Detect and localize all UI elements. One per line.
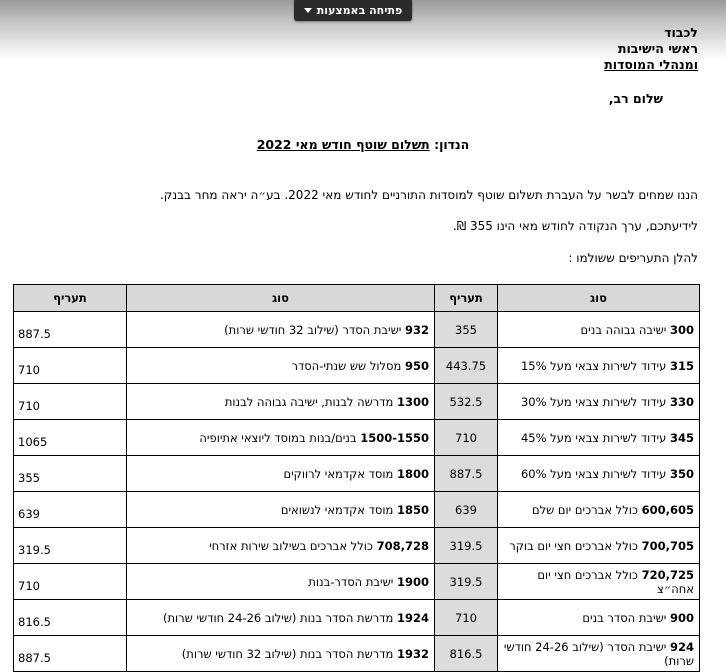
table-row	[14, 492, 700, 528]
price-cell: 319.5	[14, 528, 127, 564]
type-label: מסלול שש שנתי-הסדר	[291, 358, 402, 373]
price-cell: 532.5	[435, 384, 498, 420]
type-code: 1932	[396, 646, 429, 661]
price-cell: 887.5	[14, 312, 127, 348]
type-code: 315	[669, 358, 694, 373]
header-price: תעריף	[14, 285, 127, 312]
rates-table	[13, 284, 700, 672]
table-row	[14, 348, 700, 384]
recipient-line-1: לכבוד	[664, 25, 698, 40]
table-row	[14, 384, 700, 420]
type-cell	[127, 456, 435, 492]
type-code: 900	[669, 610, 694, 625]
type-label: מדרשת הסדר בנות (שילוב 24-26 חודשי שרות)	[163, 610, 394, 625]
type-code: 300	[669, 322, 694, 337]
type-label: כולל אברכים בשילוב שירות אזרחי	[209, 538, 373, 553]
price-cell: 639	[435, 492, 498, 528]
table-row	[14, 600, 700, 636]
price-cell: 710	[14, 564, 127, 600]
type-cell	[498, 420, 700, 456]
price-cell: 355	[435, 312, 498, 348]
type-cell	[127, 636, 435, 672]
type-code: 1300	[396, 394, 429, 409]
paragraph-payment: הננו שמחים לבשר על העברת תשלום שוטף למוסדות התורניים לחודש מאי 2022. בע״ה יראה מחר בבנק.	[159, 188, 698, 202]
type-label: עידוד לשירות צבאי מעל 15%	[520, 358, 667, 373]
price-cell: 816.5	[14, 600, 127, 636]
type-label: בנים/בנות במוסד ליוצאי אתיופיה	[199, 430, 357, 445]
price-cell: 710	[14, 384, 127, 420]
type-label: מדרשה לבנות, ישיבה גבוהה לבנות	[224, 394, 394, 409]
paragraph-rates-intro: להלן התעריפים ששולמו :	[568, 251, 698, 265]
paragraph-point-value: לידיעתכם, ערך הנקודה לחודש מאי הינו 355 ₪.	[452, 219, 698, 233]
price-cell: 887.5	[14, 636, 127, 672]
type-label: מוסד אקדמאי לרווקים	[283, 466, 394, 481]
type-cell	[127, 312, 435, 348]
type-cell	[498, 564, 700, 600]
type-cell	[127, 420, 435, 456]
type-label: ישיבת הסדר (שילוב 24-26 חודשי שרות)	[503, 639, 694, 668]
table-header-row	[14, 285, 700, 312]
type-label: מדרשת הסדר בנות (שילוב 32 חודשי שרות)	[181, 646, 394, 661]
open-with-label: פתיחה באמצעות	[316, 4, 403, 17]
type-code: 924	[669, 639, 694, 654]
header-type: סוג	[127, 285, 435, 312]
type-cell	[498, 528, 700, 564]
type-label: עידוד לשירות צבאי מעל 30%	[520, 394, 667, 409]
type-cell	[127, 600, 435, 636]
type-cell	[498, 492, 700, 528]
greeting: שלום רב,	[608, 91, 663, 106]
type-label: עידוד לשירות צבאי מעל 60%	[520, 466, 667, 481]
type-cell	[127, 528, 435, 564]
table-row	[14, 312, 700, 348]
type-label: ישיבת הסדר בנים	[582, 610, 667, 625]
type-code: 600,605	[641, 502, 694, 517]
type-code: 950	[404, 358, 429, 373]
header-type: סוג	[498, 285, 700, 312]
price-cell: 816.5	[435, 636, 498, 672]
type-code: 1900	[396, 574, 429, 589]
type-code: 345	[669, 430, 694, 445]
type-cell	[498, 312, 700, 348]
type-cell	[498, 384, 700, 420]
table-row	[14, 564, 700, 600]
recipient-line-3: ומנהלי המוסדות	[604, 57, 698, 72]
table-row	[14, 456, 700, 492]
subject-prefix: הנדון:	[434, 137, 470, 152]
type-cell	[498, 456, 700, 492]
price-cell: 710	[435, 600, 498, 636]
type-label: כולל אברכים חצי יום בוקר	[509, 538, 638, 553]
table-row	[14, 528, 700, 564]
type-code: 720,725	[641, 567, 694, 582]
table-row	[14, 636, 700, 672]
type-cell	[498, 348, 700, 384]
type-code: 700,705	[641, 538, 694, 553]
type-label: כולל אברכים חצי יום אחה״צ	[537, 567, 694, 596]
type-cell	[127, 384, 435, 420]
type-label: ישיבה גבוהה בנים	[580, 322, 667, 337]
type-cell	[127, 348, 435, 384]
header-price: תעריף	[435, 285, 498, 312]
type-code: 1800	[396, 466, 429, 481]
price-cell: 639	[14, 492, 127, 528]
type-cell	[498, 636, 700, 672]
price-cell: 887.5	[435, 456, 498, 492]
type-label: כולל אברכים יום שלם	[531, 502, 638, 517]
type-code: 1500-1550	[360, 430, 429, 445]
type-code: 330	[669, 394, 694, 409]
price-cell: 710	[435, 420, 498, 456]
type-label: מוסד אקדמאי לנשואים	[280, 502, 394, 517]
subject-text: תשלום שוטף חודש מאי 2022	[256, 137, 430, 152]
type-code: 1850	[396, 502, 429, 517]
type-cell	[498, 600, 700, 636]
price-cell: 355	[14, 456, 127, 492]
price-cell: 710	[14, 348, 127, 384]
type-cell	[127, 564, 435, 600]
type-label: ישיבת הסדר-בנות	[308, 574, 394, 589]
type-code: 350	[669, 466, 694, 481]
open-with-button[interactable]	[294, 0, 412, 21]
price-cell: 319.5	[435, 528, 498, 564]
type-cell	[127, 492, 435, 528]
price-cell: 443.75	[435, 348, 498, 384]
type-code: 1924	[396, 610, 429, 625]
type-code: 932	[404, 322, 429, 337]
table-row	[14, 420, 700, 456]
subject-line	[0, 137, 726, 152]
type-label: ישיבת הסדר (שילוב 32 חודשי שרות)	[224, 322, 402, 337]
type-label: עידוד לשירות צבאי מעל 45%	[520, 430, 667, 445]
chevron-down-icon	[304, 8, 312, 13]
type-code: 708,728	[376, 538, 429, 553]
price-cell: 319.5	[435, 564, 498, 600]
recipient-line-2: ראשי הישיבות	[617, 41, 698, 56]
price-cell: 1065	[14, 420, 127, 456]
